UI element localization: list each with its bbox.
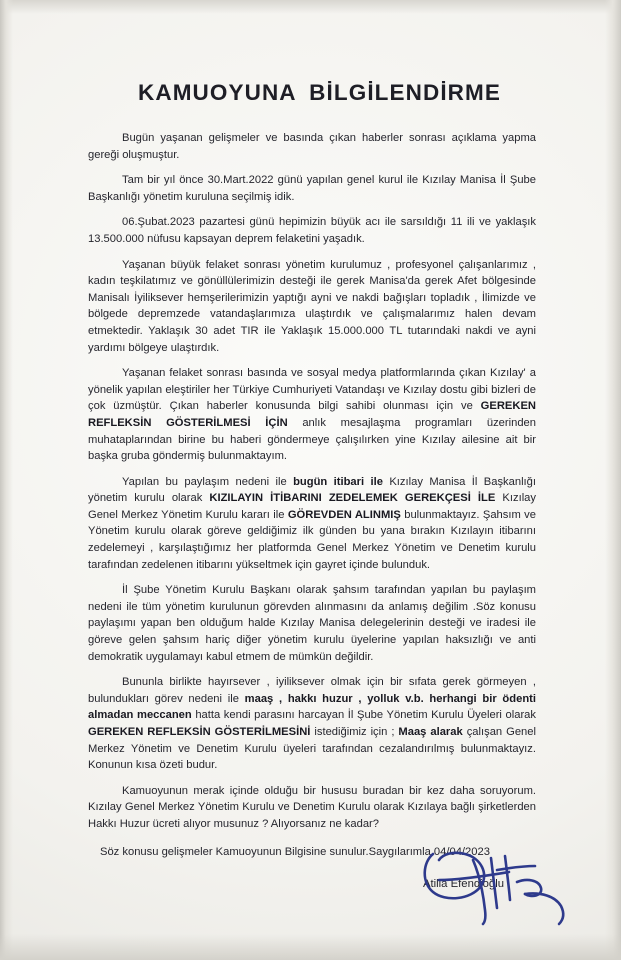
paragraph-list — [88, 130, 536, 833]
body-text: Yaşanan felaket sonrası basında ve sosyal medya platformlarında çıkan Kızılay' a yönelik yapılan eleştiriler her Türkiye Cumhuriyeti Vatandaşı ve Kızılay dostu gibi bizleri de çok üzmüştür. Çıkan haberler konusunda bilgi sahibi olunması için ve — [88, 367, 536, 413]
paragraph-intro — [88, 130, 536, 163]
body-text: Bununla birlikte hayırsever , iyiliksever olmak için bir sıfata gerek görmeyen , bulundukları görev nedeni ile — [88, 676, 536, 705]
paragraph-earthquake — [88, 214, 536, 247]
document-body — [88, 130, 536, 890]
emphasis-text: maaş , hakkı huzur , yolluk v.b. herhangi bir ödenti almadan meccanen — [88, 692, 536, 722]
body-text: Yaşanan büyük felaket sonrası yönetim kurulumuz , profesyonel çalışanlarımız , kadın teşkilatımız ve gönüllülerimizin desteği ile gerek Manisa'da gerek Afet bölgesinde Manisalı İyiliksever hemşerilerimizin yaptığı ayni ve nakdi bağışları topladık , İlimizde ve bölgede depremzede vatandaşlarımıza ulaştırdık ve çalışmalarımız halen devam etmektedir. Yaklaşık 30 adet TIR ile Yaklaşık 15.000.000 TL tutarındaki nakdi ve ayni yardımı bölgeye ulaştırdık. — [88, 258, 536, 354]
body-text: 06.Şubat.2023 pazartesi günü hepimizin büyük acı ile sarsıldığı 11 ili ve yaklaşık 13.500.000 nüfusu kapsayan deprem felaketini yaşadık. — [88, 216, 536, 245]
body-text: hatta kendi parasını harcayan İl Şube Yönetim Kurulu Üyeleri olarak — [191, 709, 536, 722]
signatory-name: Atilla Efendioğlu — [422, 878, 504, 891]
body-text: istediğimiz için ; — [310, 726, 399, 738]
emphasis-text: GEREKEN REFLEKSİN GÖSTERİLMESİNİ — [88, 726, 311, 738]
paragraph-dismissal — [88, 474, 536, 574]
scan-edge-shadow-top — [0, 0, 621, 14]
emphasis-text: GÖREVDEN ALINMIŞ — [287, 508, 401, 521]
body-text: çalışan Genel Merkez Yönetim ve Denetim Kurulu üyeleri tarafından cezalandırılmış bulunmaktayız. Konunun kısa özeti budur. — [88, 726, 536, 772]
paragraph-injustice — [88, 582, 536, 665]
paragraph-media-criticism — [88, 365, 536, 465]
paragraph-election — [88, 172, 536, 205]
scan-edge-shadow-right — [605, 0, 621, 960]
body-text: Kızılay Manisa İl Başkanlığı yönetim kurulu olarak — [88, 475, 536, 505]
emphasis-text: GEREKEN REFLEKSİN GÖSTERİLMESİ İÇİN — [88, 400, 536, 429]
scan-edge-shadow-bottom — [0, 934, 621, 960]
paragraph-question — [88, 783, 536, 833]
body-text: Yapılan bu paylaşım nedeni ile — [122, 475, 294, 488]
document-title: KAMUOYUNA BİLGİLENDİRME — [138, 80, 501, 105]
emphasis-text: KIZILAYIN İTİBARINI ZEDELEMEK GEREKÇESİ İLE — [209, 492, 496, 505]
paragraph-aid-effort — [88, 257, 536, 357]
body-text: Kızılay Genel Merkez Yönetim Kurulu kararı ile — [88, 492, 536, 521]
body-text: Tam bir yıl önce 30.Mart.2022 günü yapılan genel kurul ile Kızılay Manisa İl Şube Başkanlığı yönetim kuruluna seçilmiş idik. — [88, 174, 536, 203]
body-text: Bugün yaşanan gelişmeler ve basında çıkan haberler sonrası açıklama yapma gereği oluşmuştur. — [88, 132, 536, 161]
paragraph-volunteer-service — [88, 674, 536, 774]
handwritten-signature-icon — [413, 840, 583, 925]
emphasis-text: Maaş alarak — [398, 726, 463, 738]
body-text: anlık mesajlaşma programları üzerinden muhataplarından birine bu haberi göndermeye çalışılırken yine Kızılay ailesine ait bir başka gruba göndermiş bulunmaktayım. — [88, 416, 536, 463]
body-text: İl Şube Yönetim Kurulu Başkanı olarak şahsım tarafından yapılan bu paylaşım nedeni ile tüm yönetim kurulunun görevden alınmasını da anlamış değilim .Söz konusu paylaşımı yapan ben olduğum halde Kızılay Manisa delegelerinin desteği ve iradesi ile göreve gelen şahsım hariç diğer yönetim kurulu üyelerine yapılan haksızlığı ve anti demokratik uygulamayı kabul etmem de mümkün değildir. — [88, 584, 536, 663]
scan-edge-shadow-left — [0, 0, 13, 960]
emphasis-text: bugün itibari ile — [293, 475, 383, 488]
body-text: Kamuoyunun merak içinde olduğu bir hususu buradan bir kez daha soruyorum. Kızılay Genel Merkez Yönetim Kurulu ve Denetim Kurulu olarak Kızılaya bağlı şirketlerden Hakkı Huzur ücreti alıyor musunuz ? Alıyorsanız ne kadar? — [88, 784, 536, 830]
body-text: bulunmaktayız. Şahsım ve Yönetim kurulu olarak göreve geldiğimiz ilk günden bu yana bırakın Kızılayın itibarını zedelemeyi , karşılaştığımız her platformda Genel Merkez Yönetim ve Denetim kurulu tarafından zedelenen itibarını yükseltmek için gayret içinde bulunduk. — [88, 508, 536, 571]
closing-line: Söz konusu gelişmeler Kamuoyunun Bilgisine sunulur.Saygılarımla.04/04/2023 — [100, 845, 490, 858]
